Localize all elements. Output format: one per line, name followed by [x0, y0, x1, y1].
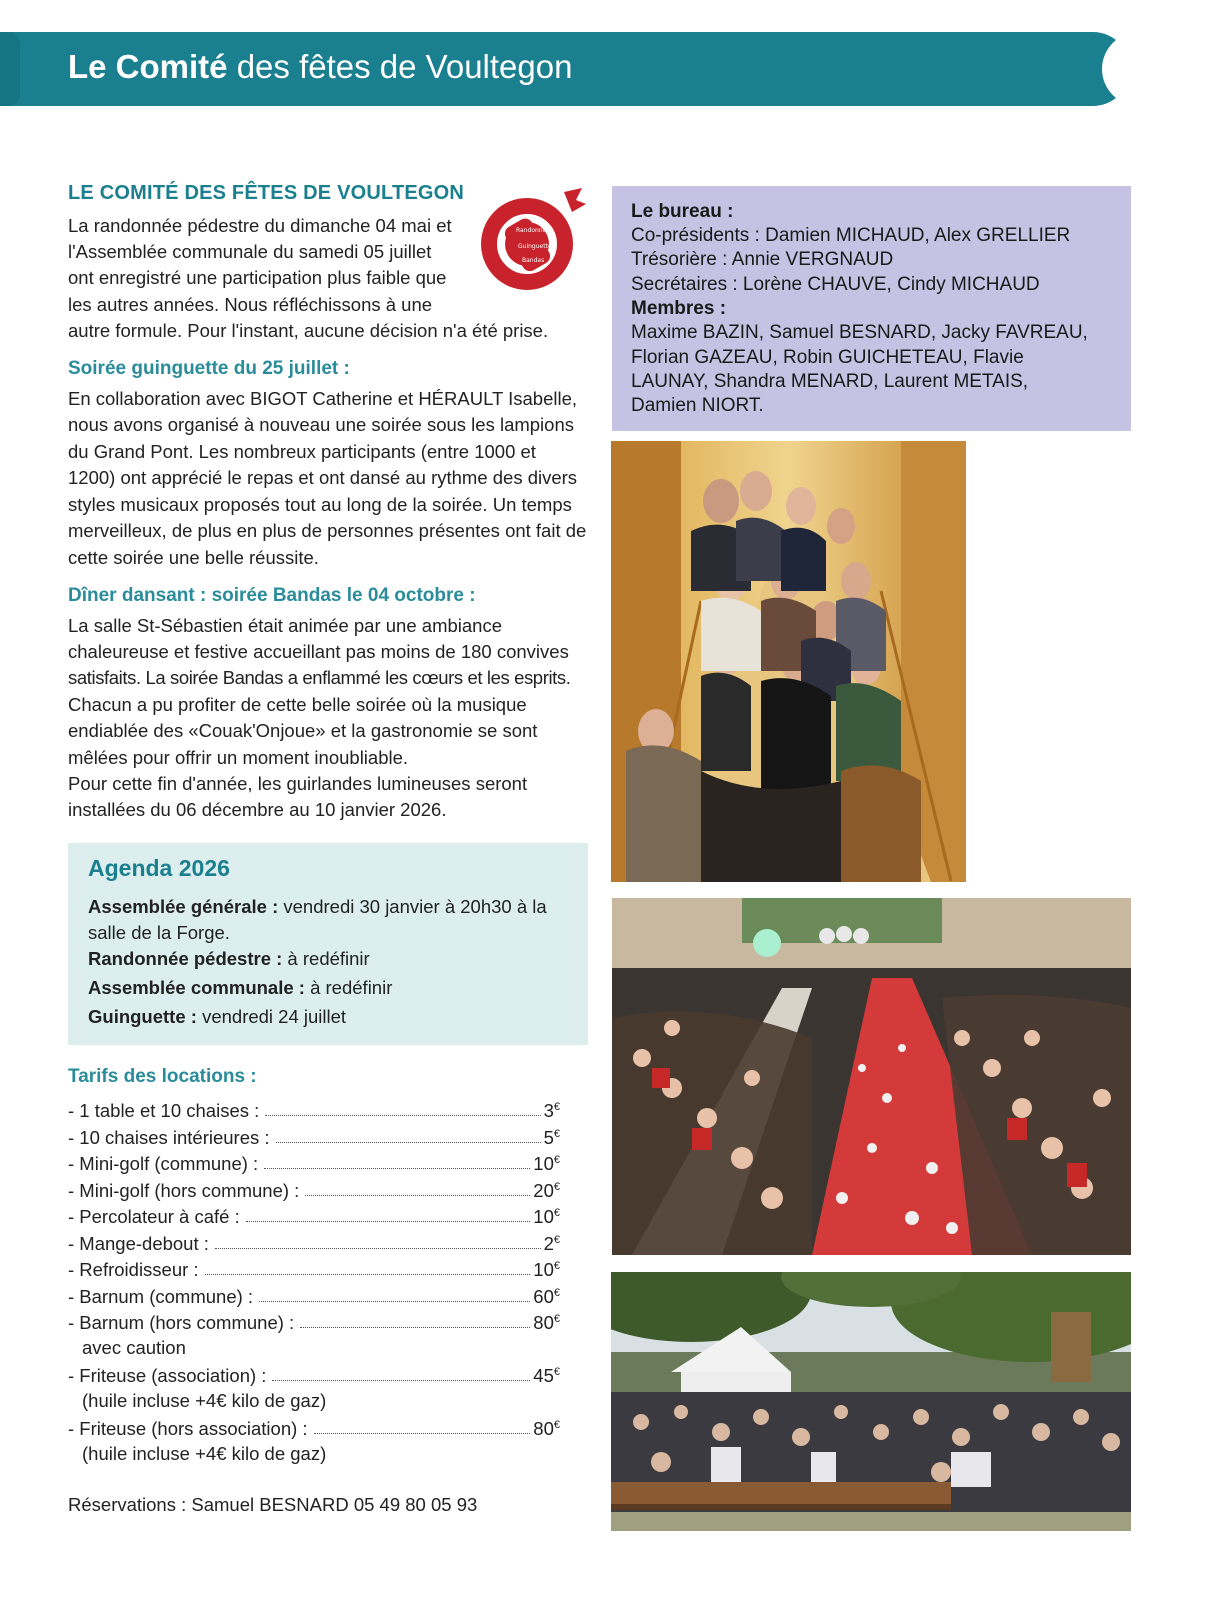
tarif-row	[68, 1202, 560, 1228]
tarif-price	[533, 1180, 560, 1202]
outdoor-photo	[611, 1272, 1131, 1531]
tarif-leader-dots	[205, 1274, 531, 1275]
tarif-label: - Mini-golf (hors commune) :	[68, 1179, 300, 1201]
tarif-leader-dots	[314, 1433, 531, 1434]
intro-line-2: l'Assemblée communale du samedi 05 juillet	[68, 241, 432, 262]
tarif-price	[533, 1365, 560, 1387]
agenda-item-label: Assemblée communale :	[88, 977, 305, 998]
tarif-currency: €	[553, 1259, 560, 1272]
bureau-title-text: Le bureau :	[631, 201, 734, 222]
reservations-line: Réservations : Samuel BESNARD 05 49 80 05 93	[68, 1494, 478, 1515]
group-photo	[611, 441, 966, 882]
bureau-membres-title-text: Membres :	[631, 298, 727, 319]
bureau-title	[631, 200, 733, 225]
tarif-row	[68, 1361, 560, 1387]
tarif-leader-dots	[276, 1142, 541, 1143]
tarif-leader-dots	[305, 1195, 530, 1196]
tarif-row	[68, 1308, 560, 1334]
tarif-price	[533, 1206, 560, 1228]
bureau-box	[612, 186, 1131, 431]
tarif-price	[544, 1100, 560, 1122]
tarif-row	[68, 1414, 560, 1440]
agenda-item-value: vendredi 30 janvier à 20h30 à la	[278, 896, 547, 917]
tarif-label: - Mini-golf (commune) :	[68, 1153, 259, 1174]
tarifs-heading: Tarifs des locations :	[68, 1066, 257, 1087]
bandas-line: La salle St-Sébastien était animée par une ambiance	[68, 615, 502, 636]
bureau-copresidents: Co-présidents : Damien MICHAUD, Alex GRELLIER	[631, 225, 1071, 246]
tarif-row	[68, 1096, 560, 1122]
tarif-leader-dots	[265, 1115, 540, 1116]
tarif-leader-dots	[272, 1380, 530, 1381]
tarif-currency: €	[553, 1127, 560, 1140]
tarif-label: - Barnum (hors commune) :	[68, 1312, 295, 1333]
intro-line-1: La randonnée pédestre du dimanche 04 mai et	[68, 215, 452, 236]
bandas-line: Pour cette fin d'année, les guirlandes lumineuses seront	[68, 773, 528, 794]
svg-text:Randonnée: Randonnée	[516, 227, 550, 234]
tarif-price-value: 20	[533, 1179, 554, 1201]
tarif-currency: €	[553, 1206, 560, 1219]
agenda-item	[88, 975, 568, 1001]
tarif-price-value: 60	[533, 1285, 554, 1307]
tarif-price	[533, 1312, 560, 1334]
tarif-leader-dots	[246, 1221, 531, 1222]
tarif-currency: €	[553, 1180, 560, 1193]
page-title	[68, 48, 572, 86]
tarif-label: - Refroidisseur :	[68, 1259, 199, 1280]
tarif-price-value: 80	[533, 1312, 554, 1333]
bureau-membres-line: Damien NIORT.	[631, 395, 764, 416]
agenda-item-value: à redéfinir	[282, 948, 370, 969]
guinguette-line: 1200) ont apprécié le repas et ont dansé au rythme des divers	[68, 467, 578, 488]
banquet-photo	[612, 898, 1131, 1255]
header-notch	[0, 32, 20, 106]
tarif-price	[533, 1286, 560, 1308]
agenda-box	[68, 843, 588, 1045]
tarif-price	[533, 1418, 560, 1440]
bureau-secretaires: Secrétaires : Lorène CHAUVE, Cindy MICHAUD	[631, 274, 1040, 295]
tarif-label: - Barnum (commune) :	[68, 1285, 254, 1307]
tarif-currency: €	[553, 1286, 560, 1299]
tarif-label: - 1 table et 10 chaises :	[68, 1100, 260, 1121]
tarif-price-value: 80	[533, 1418, 554, 1439]
agenda-item	[88, 894, 568, 920]
tarif-currency: €	[553, 1312, 560, 1325]
agenda-item	[88, 946, 568, 972]
tarif-price-value: 10	[533, 1259, 554, 1280]
tarif-price	[544, 1127, 560, 1149]
comite-logo	[472, 180, 590, 300]
agenda-item-label: Assemblée générale :	[88, 896, 279, 917]
svg-text:Guinguette: Guinguette	[518, 243, 552, 250]
tarif-label: - Mange-debout :	[68, 1232, 209, 1254]
bureau-membres-line: Maxime BAZIN, Samuel BESNARD, Jacky FAVREAU,	[631, 322, 1088, 343]
intro-line-3: ont enregistré une participation plus faible que	[68, 267, 447, 288]
guinguette-line: du Grand Pont. Les nombreux participants (entre 1000 et	[68, 441, 536, 462]
tarif-note: avec caution	[82, 1336, 186, 1358]
section-title: LE COMITÉ DES FÊTES DE VOULTEGON	[68, 182, 465, 204]
tarif-currency: €	[553, 1233, 560, 1246]
tarif-price	[544, 1233, 560, 1255]
bandas-line: satisfaits. La soirée Bandas a enflammé les cœurs et les esprits.	[68, 667, 571, 688]
tarif-leader-dots	[300, 1327, 530, 1328]
tarif-price-value: 5	[543, 1126, 554, 1148]
guinguette-line: nous avons organisé à nouveau une soirée sous les lampions	[68, 414, 574, 435]
bandas-line: mêlées pour offrir un moment inoubliable.	[68, 747, 409, 768]
tarif-row	[68, 1282, 560, 1308]
agenda-item-label: Randonnée pédestre :	[88, 948, 283, 969]
page-title-rest: des fêtes de Voultegon	[227, 48, 573, 85]
agenda-title: Agenda 2026	[88, 855, 230, 881]
bandas-line: endiablée des «Couak'Onjoue» et la gastronomie se sont	[68, 720, 538, 741]
bandas-heading: Dîner dansant : soirée Bandas le 04 octobre :	[68, 585, 476, 606]
tarif-price-value: 3	[543, 1100, 554, 1121]
tarif-leader-dots	[259, 1301, 530, 1302]
agenda-item-label: Guinguette :	[88, 1006, 197, 1027]
tarif-price-value: 10	[533, 1206, 554, 1227]
bandas-line: chaleureuse et festive accueillant pas moins de 180 convives	[68, 641, 569, 662]
bandas-line: installées du 06 décembre au 10 janvier 2026.	[68, 799, 447, 820]
tarif-price	[533, 1153, 560, 1175]
tarif-label: - Percolateur à café :	[68, 1206, 240, 1227]
tarif-currency: €	[553, 1418, 560, 1431]
tarif-price-value: 45	[533, 1365, 554, 1386]
bureau-membres-line: LAUNAY, Shandra MENARD, Laurent METAIS,	[631, 371, 1029, 392]
tarif-price-value: 10	[533, 1153, 554, 1174]
svg-text:Bandas: Bandas	[522, 257, 545, 264]
bandas-line: Chacun a pu profiter de cette belle soirée où la musique	[68, 694, 527, 715]
tarif-price-value: 2	[543, 1232, 554, 1254]
page-title-bold: Le Comité	[68, 48, 228, 85]
guinguette-line: merveilleux, de plus en plus de personnes présentes ont fait de	[68, 520, 587, 541]
tarif-row	[68, 1123, 560, 1149]
guinguette-line: cette soirée une belle réussite.	[68, 547, 319, 568]
intro-line-4: les autres années. Nous réfléchissons à une	[68, 294, 433, 315]
guinguette-heading: Soirée guinguette du 25 juillet :	[68, 358, 350, 379]
agenda-item-value: vendredi 24 juillet	[196, 1006, 347, 1027]
bureau-membres-line: Florian GAZEAU, Robin GUICHETEAU, Flavie	[631, 347, 1024, 368]
tarif-label: - Friteuse (hors association) :	[68, 1418, 308, 1439]
intro-line-5: autre formule. Pour l'instant, aucune décision n'a été prise.	[68, 320, 549, 341]
agenda-item	[88, 1004, 568, 1030]
agenda-item-value: salle de la Forge.	[88, 922, 230, 943]
tarif-leader-dots	[215, 1248, 541, 1249]
agenda-item-value: à redéfinir	[304, 977, 393, 998]
tarif-row	[68, 1176, 560, 1202]
tarif-currency: €	[553, 1365, 560, 1378]
tarif-currency: €	[553, 1153, 560, 1166]
tarif-leader-dots	[264, 1168, 530, 1169]
header-cap	[1102, 32, 1207, 106]
tarif-row	[68, 1255, 560, 1281]
guinguette-line: En collaboration avec BIGOT Catherine et HÉRAULT Isabelle,	[68, 388, 578, 409]
agenda-item	[88, 920, 568, 946]
tarif-note: (huile incluse +4€ kilo de gaz)	[82, 1389, 327, 1411]
tarif-label: - Friteuse (association) :	[68, 1365, 267, 1386]
tarif-row	[68, 1149, 560, 1175]
bureau-tresoriere: Trésorière : Annie VERGNAUD	[631, 249, 894, 270]
tarif-label: - 10 chaises intérieures :	[68, 1126, 270, 1148]
tarif-row	[68, 1229, 560, 1255]
bureau-membres-title	[631, 297, 726, 322]
tarif-price	[533, 1259, 560, 1281]
tarif-note: (huile incluse +4€ kilo de gaz)	[82, 1442, 327, 1464]
tarif-currency: €	[553, 1100, 560, 1113]
guinguette-line: styles musicaux proposés tout au long de la soirée. Un temps	[68, 494, 572, 515]
